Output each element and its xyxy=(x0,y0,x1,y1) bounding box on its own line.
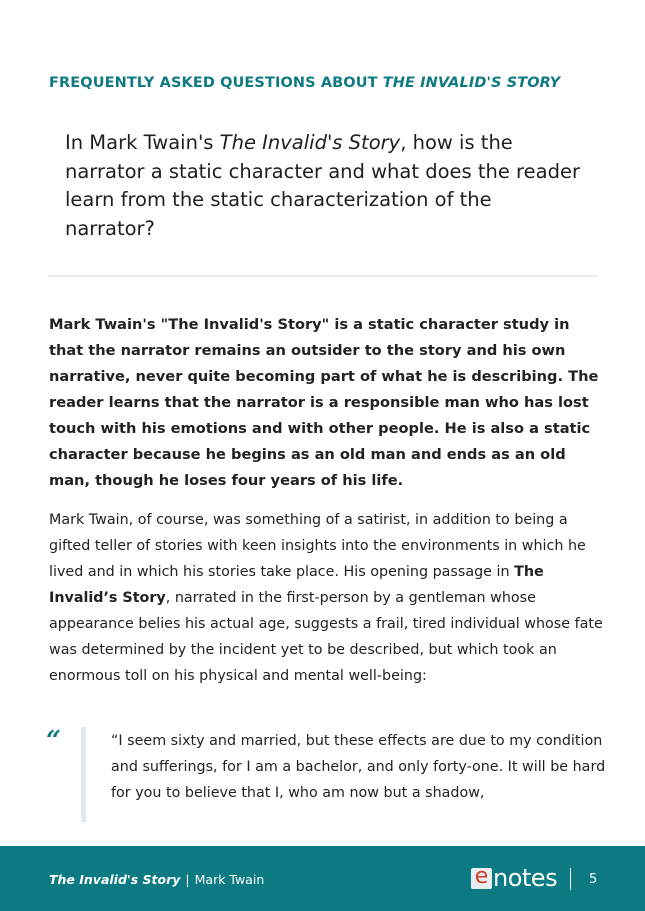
section-divider xyxy=(48,275,597,277)
question xyxy=(65,129,585,243)
enotes-logo-text: notes xyxy=(493,864,558,892)
answer-paragraph xyxy=(49,507,604,689)
enotes-logo xyxy=(471,863,558,892)
faq-heading-title: THE INVALID'S STORY xyxy=(382,75,561,91)
paragraph-text-end: , narrated in the first-person by a gentleman whose appearance belies his actual age, suggests a frail, tired individual whose fate was determined by the incident yet to be described, but which took an enormous toll on his physical and mental well-being: xyxy=(49,590,603,684)
page-number: 5 xyxy=(589,872,598,887)
footer-book-title: The Invalid's Story xyxy=(49,872,181,887)
faq-heading xyxy=(49,75,560,91)
enotes-logo-e-icon: e xyxy=(471,868,492,889)
blockquote-text: “I seem sixty and married, but these effects are due to my condition and sufferings, for I am a bachelor, and only forty-one. It will be hard for you to believe that I, who am now but a shadow, xyxy=(111,733,606,801)
question-text-end: , how is the narrator a static character and what does the reader learn from the static characterization of the narrator? xyxy=(65,131,580,240)
footer-title xyxy=(49,872,264,887)
footer-separator: | xyxy=(185,872,190,887)
question-book-title: The Invalid's Story xyxy=(219,131,401,154)
answer-summary: Mark Twain's "The Invalid's Story" is a static character study in that the narrator remains an outsider to the story and his own narrative, never quite becoming part of what he is describing. The reader learns that the narrator is a responsible man who has lost touch with his emotions and with other people. He is also a static character because he begins as an old man and ends as an old man, though he loses four years of his life. xyxy=(49,316,599,489)
paragraph-text-start: Mark Twain, of course, was something of a satirist, in addition to being a gifted teller of stories with keen insights into the environments in which he lived and in which his stories take place. His opening passage in xyxy=(49,512,586,580)
page-footer xyxy=(0,846,645,911)
question-text-start: In Mark Twain's xyxy=(65,131,220,154)
quote-mark-icon: “ xyxy=(46,726,61,756)
footer-divider xyxy=(570,868,571,890)
faq-heading-prefix: FREQUENTLY ASKED QUESTIONS ABOUT xyxy=(49,75,383,91)
paragraph-book-title: The Invalid’s Story xyxy=(49,564,544,606)
footer-author: Mark Twain xyxy=(194,872,265,887)
blockquote-bar xyxy=(81,727,86,822)
